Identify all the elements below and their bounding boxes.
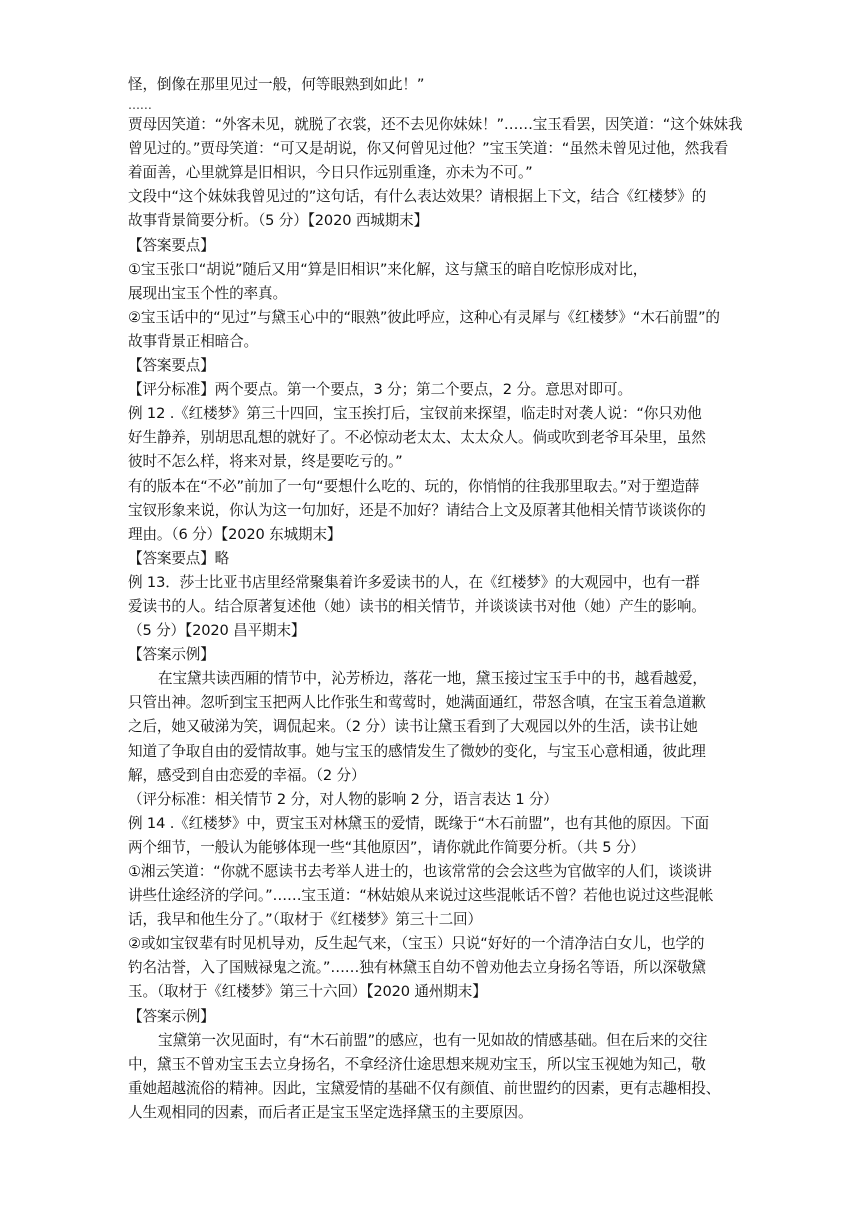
text-line: 故事背景正相暗合。 <box>128 332 258 350</box>
text-line: 展现出宝玉个性的率真。 <box>128 284 287 302</box>
text-line: 理由。（6 分）【2020 东城期末】 <box>128 525 342 543</box>
text-line: 有的版本在“不必”前加了一句“要想什么吃的、玩的，你悄悄的往我那里取去。”对于塑造薛 <box>128 477 700 495</box>
text-line: 宝钗形象来说，你认为这一句加好，还是不加好？请结合上文及原著其他相关情节谈谈你的 <box>128 501 706 519</box>
text-line: 【答案示例】 <box>128 1007 215 1025</box>
text-line: 故事背景简要分析。（5 分）【2020 西城期末】 <box>128 212 429 230</box>
text-line: 爱读书的人。结合原著复述他（她）读书的相关情节，并谈谈读书对他（她）产生的影响。 <box>128 597 706 615</box>
text-line: 好生静养，别胡思乱想的就好了。不必惊动老太太、太太众人。倘或吹到老爷耳朵里，虽然 <box>128 429 706 447</box>
text-line: 两个细节，一般认为能够体现一些“其他原因”，请你就此作简要分析。（共 5 分） <box>128 838 645 856</box>
text-line: 【答案要点】 <box>128 236 215 254</box>
text-line: 例 14 .《红楼梦》中，贾宝玉对林黛玉的爱情，既缘于“木石前盟”，也有其他的原因。下面 <box>128 814 709 832</box>
text-line: 解，感受到自由恋爱的幸福。（2 分） <box>128 766 366 784</box>
text-line: 【答案示例】 <box>128 646 215 664</box>
text-line: ①宝玉张口“胡说”随后又用“算是旧相识”来化解，这与黛玉的暗自吃惊形成对比， <box>128 260 648 278</box>
text-line: 重她超越流俗的精神。因此，宝黛爱情的基础不仅有颜值、前世盟约的因素，更有志趣相投、 <box>128 1079 721 1097</box>
text-line: 贾母因笑道：“外客未见，就脱了衣裳，还不去见你妹妹！”……宝玉看罢，因笑道：“这个妹妹我 <box>128 116 743 134</box>
text-line: 例 12 .《红楼梦》第三十四回，宝玉挨打后，宝钗前来探望，临走时对袭人说：“你只劝他 <box>128 405 702 423</box>
text-line: 只管出神。忽听到宝玉把两人比作张生和莺莺时，她满面通红，带怒含嗔，在宝玉着急道歉 <box>128 694 706 712</box>
text-line: 钓名沽誉，入了国贼禄鬼之流。”……独有林黛玉自幼不曾劝他去立身扬名等语，所以深敬黛 <box>128 959 706 977</box>
text-line: ②宝玉话中的“见过”与黛玉心中的“眼熟”彼此呼应，这种心有灵犀与《红楼梦》“木石前盟”的 <box>128 308 720 326</box>
text-line: 【答案要点】 <box>128 357 215 375</box>
text-line: 曾见过的。”贾母笑道：“可又是胡说，你又何曾见过他？”宝玉笑道：“虽然未曾见过他，然我看 <box>128 140 729 158</box>
document-body <box>128 73 743 1125</box>
text-line: 话，我早和他生分了。”（取材于《红楼梦》第三十二回） <box>128 911 482 929</box>
text-line: 中，黛玉不曾劝宝玉去立身扬名，不拿经济仕途思想来规劝宝玉，所以宝玉视她为知己，敬 <box>128 1055 706 1073</box>
text-line: 宝黛第一次见面时，有“木石前盟”的感应，也有一见如故的情感基础。但在后来的交往 <box>158 1031 708 1049</box>
text-line: 人生观相同的因素，而后者正是宝玉坚定选择黛玉的主要原因。 <box>128 1103 533 1121</box>
text-line: 之后，她又破涕为笑，调侃起来。（2 分）读书让黛玉看到了大观园以外的生活，读书让她 <box>128 718 698 736</box>
text-line: 知道了争取自由的爱情故事。她与宝玉的感情发生了微妙的变化，与宝玉心意相通，彼此理 <box>128 742 706 760</box>
text-line: （评分标准：相关情节 2 分，对人物的影响 2 分，语言表达 1 分） <box>128 790 558 808</box>
text-line: 【评分标准】两个要点。第一个要点，3 分；第二个要点，2 分。意思对即可。 <box>128 381 632 399</box>
text-line: 在宝黛共读西厢的情节中，沁芳桥边，落花一地，黛玉接过宝玉手中的书，越看越爱， <box>158 670 707 688</box>
text-line: 例 13．莎士比亚书店里经常聚集着许多爱读书的人，在《红楼梦》的大观园中，也有一群 <box>128 573 700 591</box>
text-line: 【答案要点】略 <box>128 549 230 567</box>
text-line: ①湘云笑道：“你就不愿读书去考举人进士的，也该常常的会会这些为官做宰的人们，谈谈讲 <box>128 863 712 880</box>
text-line: 玉。（取材于《红楼梦》第三十六回）【2020 通州期末】 <box>128 983 487 1001</box>
text-line: 讲些仕途经济的学问。”……宝玉道：“林姑娘从来说过这些混帐话不曾？若他也说过这些混帐 <box>128 887 714 905</box>
text-line: （5 分）【2020 昌平期末】 <box>128 622 306 640</box>
text-line: …… <box>128 98 152 113</box>
text-line: ②或如宝钗辈有时见机导劝，反生起气来，（宝玉）只说“好好的一个清净洁白女儿，也学的 <box>128 935 705 953</box>
text-line: 着面善，心里就算是旧相识，今日只作远别重逢，亦未为不可。” <box>128 164 533 182</box>
text-line: 彼时不怎么样，将来对景，终是要吃亏的。” <box>128 453 403 471</box>
text-line: 文段中“这个妹妹我曾见过的”这句话，有什么表达效果？请根据上下文，结合《红楼梦》的 <box>128 188 707 206</box>
text-line: 怪，倒像在那里见过一般，何等眼熟到如此！” <box>128 76 425 93</box>
